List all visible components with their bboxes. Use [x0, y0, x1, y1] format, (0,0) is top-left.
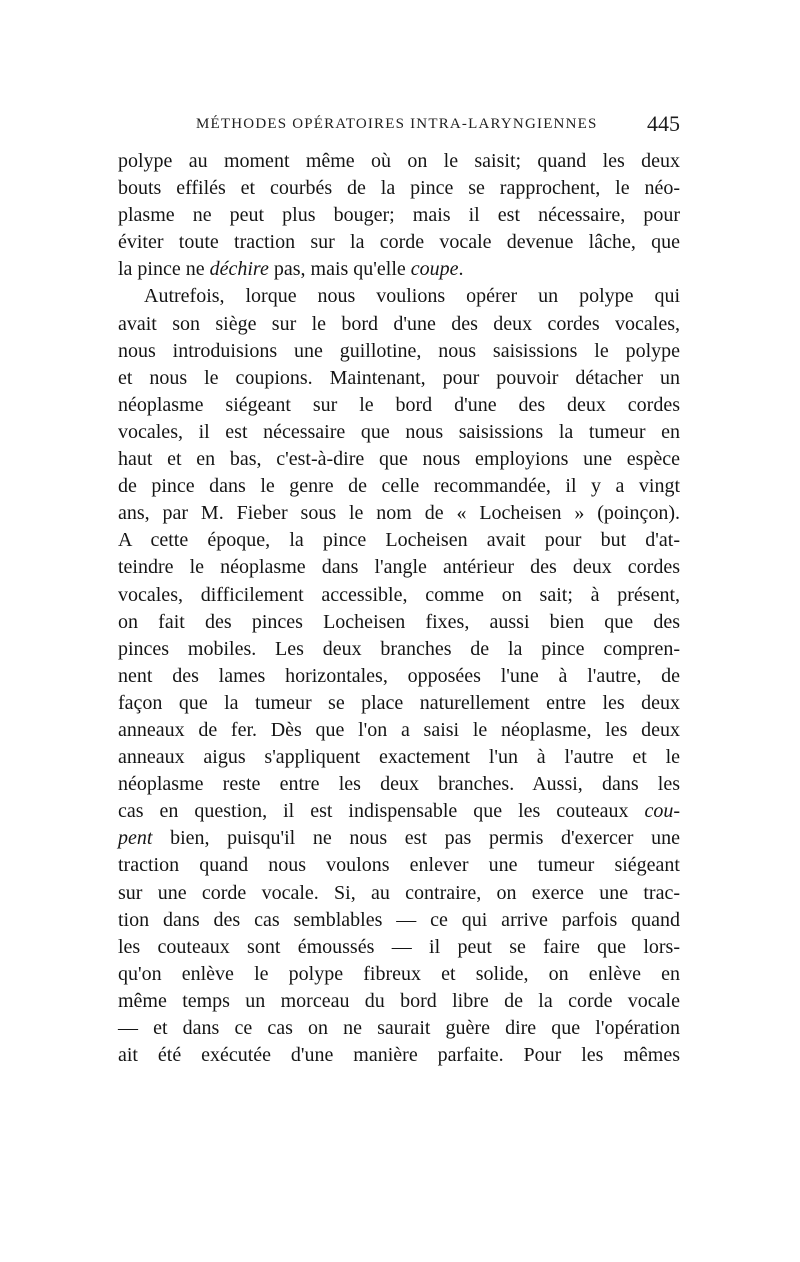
text-line: vocales, difficilement accessible, comme on sait; à présent,	[118, 583, 680, 606]
running-head	[118, 111, 680, 144]
text-line: anneaux aigus s'appliquent exactement l'un à l'autre et le	[118, 746, 680, 769]
text-line	[118, 825, 680, 852]
text-line: anneaux de fer. Dès que l'on a saisi le néoplasme, les deux	[118, 718, 680, 741]
text-line: qu'on enlève le polype fibreux et solide, on enlève en	[118, 962, 680, 985]
text-line: sur une corde vocale. Si, au contraire, on exerce une trac-	[118, 881, 680, 904]
text-line: néoplasme siégeant sur le bord d'une des deux cordes	[118, 393, 680, 416]
text-line: vocales, il est nécessaire que nous saisissions la tumeur en	[118, 420, 680, 443]
text-run: la pince ne	[118, 258, 210, 281]
text-line: A cette époque, la pince Locheisen avait pour but d'at-	[118, 529, 680, 552]
italic-word: coupe	[410, 258, 459, 281]
running-title: MÉTHODES OPÉRATOIRES INTRA-LARYNGIENNES	[196, 116, 598, 132]
text-line: Autrefois, lorque nous voulions opérer un polype qui	[144, 285, 680, 308]
text-line: nent des lames horizontales, opposées l'une à l'autre, de	[118, 664, 680, 687]
text-line: éviter toute traction sur la corde vocale devenue lâche, que	[118, 231, 680, 254]
text-line: ait été exécutée d'une manière parfaite. Pour les mêmes	[118, 1044, 680, 1067]
text-line: tion dans des cas semblables — ce qui arrive parfois quand	[118, 908, 680, 931]
book-page	[118, 111, 680, 1069]
body-text	[118, 148, 680, 1069]
text-line: traction quand nous voulons enlever une tumeur siégeant	[118, 854, 680, 877]
text-line: haut et en bas, c'est-à-dire que nous employions une espèce	[118, 448, 680, 471]
text-line: de pince dans le genre de celle recommandée, il y a vingt	[118, 475, 680, 498]
text-run: pas, mais qu'elle	[268, 258, 411, 281]
text-line: polype au moment même où on le saisit; quand les deux	[118, 150, 680, 172]
text-line: et nous le coupions. Maintenant, pour pouvoir détacher un	[118, 366, 680, 389]
text-line: façon que la tumeur se place naturellement entre les deux	[118, 691, 680, 714]
text-line: bouts effilés et courbés de la pince se rapprochent, le néo-	[118, 177, 680, 200]
italic-word: pent	[118, 827, 153, 850]
text-line: les couteaux sont émoussés — il peut se faire que lors-	[118, 935, 680, 958]
text-run: bien, puisqu'il ne nous est pas permis d'exercer une	[152, 827, 680, 850]
text-line: ans, par M. Fieber sous le nom de « Locheisen » (poinçon).	[118, 502, 680, 525]
text-line: — et dans ce cas on ne saurait guère dire que l'opération	[118, 1017, 680, 1039]
text-line	[118, 256, 680, 283]
text-line: on fait des pinces Locheisen fixes, aussi bien que des	[118, 610, 680, 633]
text-run: cas en question, il est indispensable que les couteaux	[118, 800, 645, 823]
text-line: pinces mobiles. Les deux branches de la pince compren-	[118, 637, 680, 660]
text-run: .	[458, 258, 464, 281]
italic-word: cou-	[644, 800, 680, 823]
text-line: teindre le néoplasme dans l'angle antérieur des deux cordes	[118, 556, 680, 579]
text-line	[118, 798, 680, 825]
page-number: 445	[647, 111, 680, 136]
text-line: plasme ne peut plus bouger; mais il est nécessaire, pour	[118, 204, 680, 227]
text-line: néoplasme reste entre les deux branches. Aussi, dans les	[118, 773, 680, 796]
text-line: nous introduisions une guillotine, nous saisissions le polype	[118, 339, 680, 362]
text-line: avait son siège sur le bord d'une des deux cordes vocales,	[118, 312, 680, 335]
text-line: même temps un morceau du bord libre de la corde vocale	[118, 989, 680, 1012]
italic-word: déchire	[209, 258, 269, 281]
